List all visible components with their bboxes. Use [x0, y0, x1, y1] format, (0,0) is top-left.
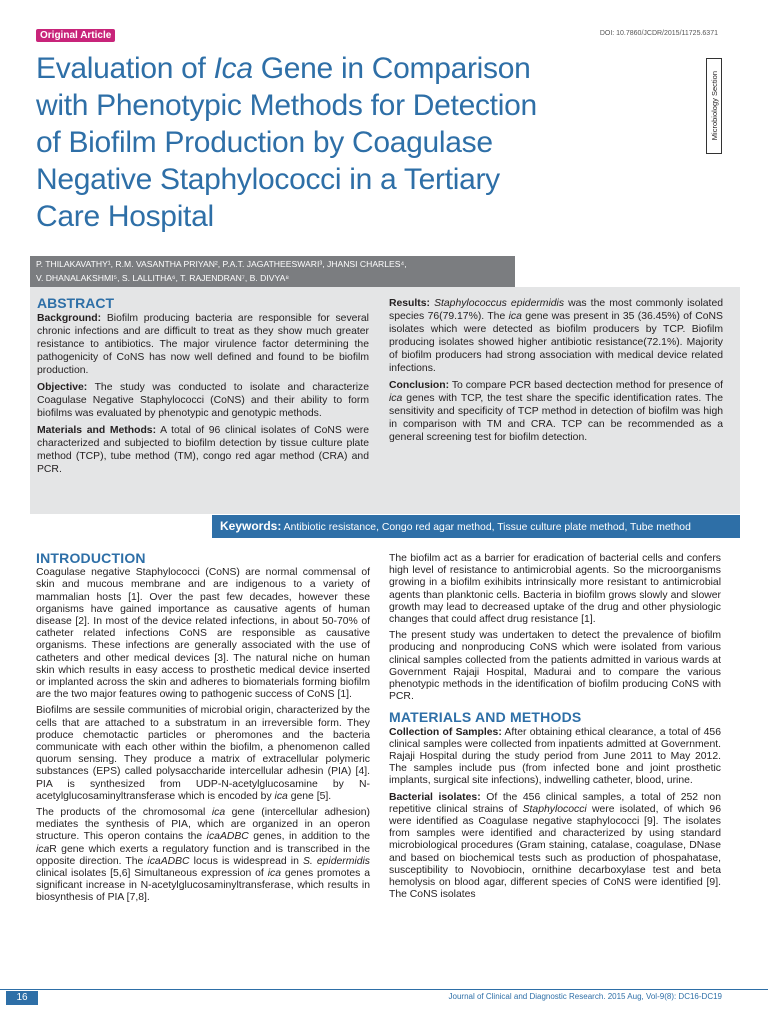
page-number: 16: [6, 991, 38, 1005]
title-line-1: Evaluation of Ica Gene in Comparison: [36, 52, 531, 85]
keywords-text: Antibiotic resistance, Congo red agar method, Tissue culture plate method, Tube method: [281, 522, 691, 533]
article-type-badge: Original Article: [36, 29, 115, 42]
author-bar: [30, 256, 515, 287]
title-line-2: with Phenotypic Methods for Detection: [36, 89, 537, 122]
abstract-left-column: [37, 297, 369, 480]
intro-paragraph-2: Biofilms are sessile communities of microbial origin, characterized by the cells that are attached to a substratum in an irreversible form. They produce chemotactic particles or pheromones and the bacteria communicate with each other within the biofilm, a phenomenon called quorum sensing. They produce a matrix of extracellular polymeric substances (EPS) called polysaccharide intercellular adhesin (PIA) [4]. PIA is synthesized from UDP-N-acetylglucosamine by N-acetylglucosaminyltransferase which is encoded by ica gene [5].: [36, 705, 370, 802]
footer-rule: [0, 989, 768, 990]
section-tab: Microbiology Section: [706, 58, 722, 154]
intro-paragraph-3: The products of the chromosomal ica gene (intercellular adhesion) mediates the synthesis of PIA, which are organized in an operon structure. This operon contains the icaADBC genes, in addition to the icaR gene which exerts a regulatory function and is transcribed in the opposite direction. The icaADBC locus is widespread in S. epidermidis clinical isolates [5,6] Simultaneous expression of ica genes promotes a significant increase in N-acetylglucosaminyltransferase, which results in biosynthesis of PIA [7,8].: [36, 807, 371, 904]
introduction-heading: INTRODUCTION: [36, 550, 146, 566]
doi: DOI: 10.7860/JCDR/2015/11725.6371: [599, 30, 718, 37]
authors-line-2: V. DHANALAKSHMI⁵, S. LALLITHA⁶, T. RAJENDRAN⁷, B. DIVYA⁸: [36, 273, 289, 283]
title-line-3: of Biofilm Production by Coagulase: [36, 126, 493, 159]
left-body-column: [36, 552, 370, 909]
abstract-right-column: [389, 297, 723, 448]
abstract-methods: Materials and Methods: A total of 96 clinical isolates of CoNS were characterized and subjected to biofilm detection by tissue culture plate method (TCP), tube method (TM), congo red agar method (CRA) and PCR.: [37, 425, 369, 475]
right-paragraph-2: The present study was undertaken to detect the prevalence of biofilm producing and nonproducing CoNS which were isolated from various clinical samples collected from the patients admitted in various wards at Government Rajaji Hospital, Madurai and to compare the various phenotypic methods in the identification of biofilm producing CoNS with PCR.: [389, 630, 721, 703]
abstract-background: Background: Biofilm producing bacteria are responsible for several chronic infections and are difficult to treat as they show much greater resistance to antibiotics. The major virulence factor determining the pathogenicity of CoNS has now well defined and found to be biofilm production.: [37, 313, 369, 376]
abstract-conclusion: Conclusion: To compare PCR based dectection method for presence of ica genes with TCP, the test share the specific identification rates. The sensitivity and specificity of TCP method in detection of biofilm was high in comparison with TM and CRA. TCP can be recommended as a general screening test for biofilm detection.: [389, 380, 723, 443]
title-line-5: Care Hospital: [36, 200, 214, 233]
journal-citation: Journal of Clinical and Diagnostic Research. 2015 Aug, Vol-9(8): DC16-DC19: [448, 992, 722, 1001]
abstract-box: [30, 287, 740, 514]
title-line-4: Negative Staphylococci in a Tertiary: [36, 163, 500, 196]
intro-paragraph-1: Coagulase negative Staphylococci (CoNS) are normal commensal of skin and mucous membrane and are indigenous to a variety of mammalian hosts [1]. Over the past few decades, however these organisms have gained importance as causative agents of human disease [2]. In most of the device related infections, in about 50-70% of catheter related infections CoNS are responsible as causative organisms. These infections are generally associated with the use of catheters and other medical devices [3]. The natural niche on human skin which results in easy access to prosthetic medical device inserted or implanted across the skin and adheres to biomaterials forming biofilm are the two major features owing to pathogenic success of CoNS [1].: [36, 567, 370, 701]
keywords-bar: [212, 515, 740, 538]
keywords-label: Keywords:: [220, 519, 282, 533]
collection-paragraph: Collection of Samples: After obtaining ethical clearance, a total of 456 clinical samples were collected from inpatients admitted at Government. Rajaji Hospital during the study period from June 2011 to May 2012. The samples include pus (from infected bone and joint prosthetic implants, surgical site infections), indwelling catheter, blood, urine.: [389, 726, 721, 787]
abstract-heading: ABSTRACT: [37, 295, 114, 311]
right-paragraph-1: The biofilm act as a barrier for eradication of bacterial cells and confers high level of resistance to antimicrobial agents. So the microorganisms growing in a biofilm exihibits intrinsically more resistant to antimicrobial agents than planktonic cells. Bacteria in biofilm grows slowly and slower growth may lead to decreased uptake of the drug and other physiologic changes that could affect drug resistance [1].: [389, 553, 721, 626]
right-body-column: [389, 553, 721, 905]
bacterial-isolates-paragraph: Bacterial isolates: Of the 456 clinical samples, a total of 252 non repetitive clinical strains of Staphylococci were isolated, of which 96 were identified as Coagulase negative staphylococci [9]. The isolates from samples were identified and characterized by using standard microbiological procedures (Gram staining, catalase, coagulase, DNase and based on biochemical tests such as production of phospahatase, susceptibility to Novobiocin, ornithine decarboxylase test and beta hemolysis on blood agar, different species of CoNS were identified [9]. The CoNS isolates: [389, 791, 721, 901]
abstract-objective: Objective: The study was conducted to isolate and characterize Coagulase Negative Staphylococci (CoNS) and their ability to form biofilms was evaluated by phenotypic and genotypic methods.: [37, 382, 369, 419]
materials-methods-heading: MATERIALS AND METHODS: [389, 709, 582, 726]
authors-line-1: P. THILAKAVATHY¹, R.M. VASANTHA PRIYAN², P.A.T. JAGATHEESWARI³, JHANSI CHARLES⁴,: [36, 259, 407, 269]
article-title: [36, 50, 636, 235]
abstract-results: Results: Staphylococcus epidermidis was the most commonly isolated species 76(79.17%). The ica gene was present in 35 (36.45%) of CoNS isolates which were detected as biofilm producers by TCP. Biofilm producing isolates showed higher antibiotic resistance(72.1%). Majority of biofilm producers had strong association with medical device related infections.: [389, 298, 724, 374]
